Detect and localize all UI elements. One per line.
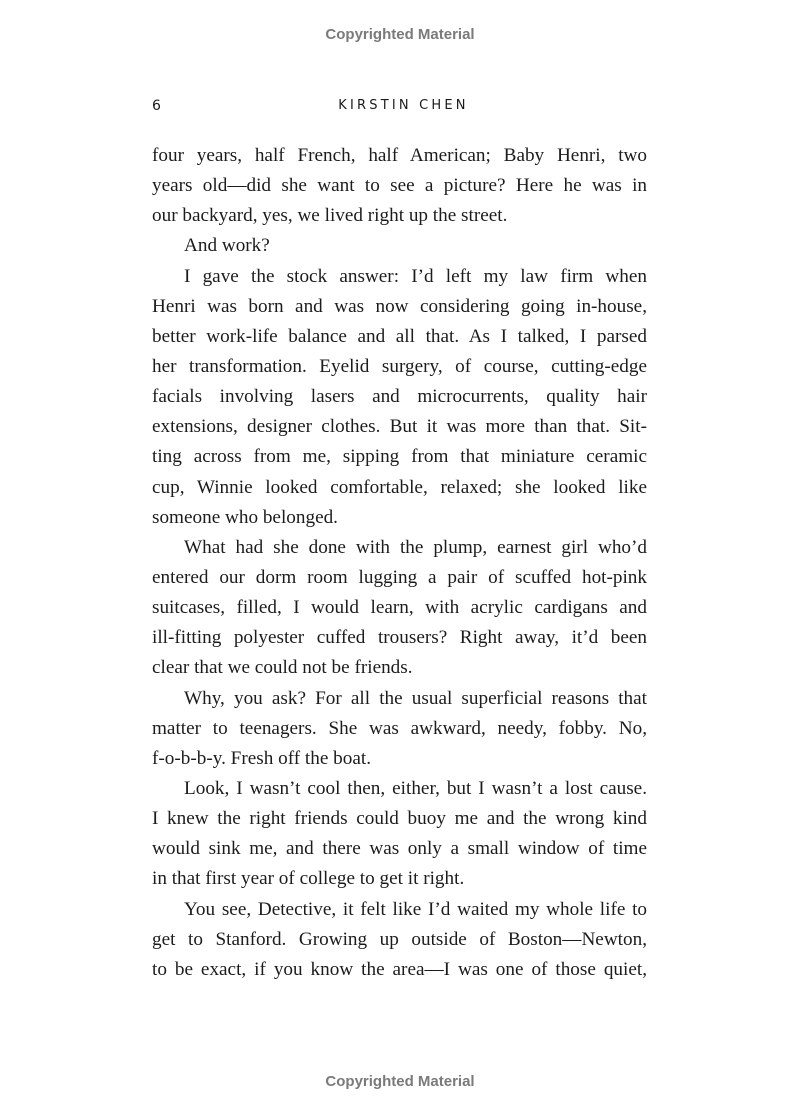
copyright-watermark-bottom: Copyrighted Material [325, 1073, 475, 1090]
text-line: matter to teenagers. She was awkward, needy, fobby. No, [152, 717, 647, 739]
text-line: f-o-b-b-y. Fresh off the boat. [152, 747, 371, 769]
text-line: And work? [184, 235, 270, 257]
text-line: in that first year of college to get it right. [152, 868, 465, 890]
running-head [152, 98, 647, 120]
text-line: You see, Detective, it felt like I’d waited my whole life to [184, 898, 647, 920]
text-line: four years, half French, half American; Baby Henri, two [152, 145, 647, 166]
text-line: I knew the right friends could buoy me and the wrong kind [152, 808, 647, 830]
author-name: KIRSTIN CHEN [338, 98, 469, 113]
page-number: 6 [152, 98, 161, 114]
paragraph [152, 684, 647, 774]
text-line: someone who belonged. [152, 506, 338, 528]
text-line: Henri was born and was now considering going in-house, [152, 295, 647, 317]
text-line: to be exact, if you know the area—I was one of those quiet, [152, 958, 647, 980]
copyright-watermark-top: Copyrighted Material [325, 26, 475, 43]
text-line: get to Stanford. Growing up outside of Boston—Newton, [152, 928, 647, 950]
text-line: would sink me, and there was only a small window of time [152, 838, 647, 860]
paragraph [152, 141, 647, 231]
text-line: our backyard, yes, we lived right up the street. [152, 205, 508, 227]
text-line: ill-fitting polyester cuffed trousers? Right away, it’d been [152, 627, 647, 649]
paragraph [152, 231, 647, 261]
text-line: better work-life balance and all that. As I talked, I parsed [152, 325, 647, 347]
paragraph [152, 895, 647, 985]
text-line: ting across from me, sipping from that miniature ceramic [152, 446, 647, 468]
text-line: Why, you ask? For all the usual superficial reasons that [184, 687, 647, 709]
text-line: Look, I wasn’t cool then, either, but I wasn’t a lost cause. [184, 777, 647, 799]
text-line: What had she done with the plump, earnest girl who’d [184, 536, 647, 558]
text-line: her transformation. Eyelid surgery, of course, cutting-edge [152, 355, 647, 377]
text-line: cup, Winnie looked comfortable, relaxed; she looked like [152, 476, 647, 498]
paragraph [152, 533, 647, 684]
body-text [152, 141, 647, 985]
text-line: suitcases, filled, I would learn, with acrylic cardigans and [152, 597, 647, 619]
paragraph [152, 262, 647, 533]
text-line: facials involving lasers and microcurrents, quality hair [152, 386, 647, 408]
paragraph [152, 774, 647, 895]
text-line: I gave the stock answer: I’d left my law firm when [184, 265, 647, 287]
text-line: clear that we could not be friends. [152, 657, 413, 679]
text-line: entered our dorm room lugging a pair of scuffed hot-pink [152, 566, 647, 588]
text-line: extensions, designer clothes. But it was more than that. Sit- [152, 416, 647, 438]
text-line: years old—did she want to see a picture? Here he was in [152, 175, 647, 197]
